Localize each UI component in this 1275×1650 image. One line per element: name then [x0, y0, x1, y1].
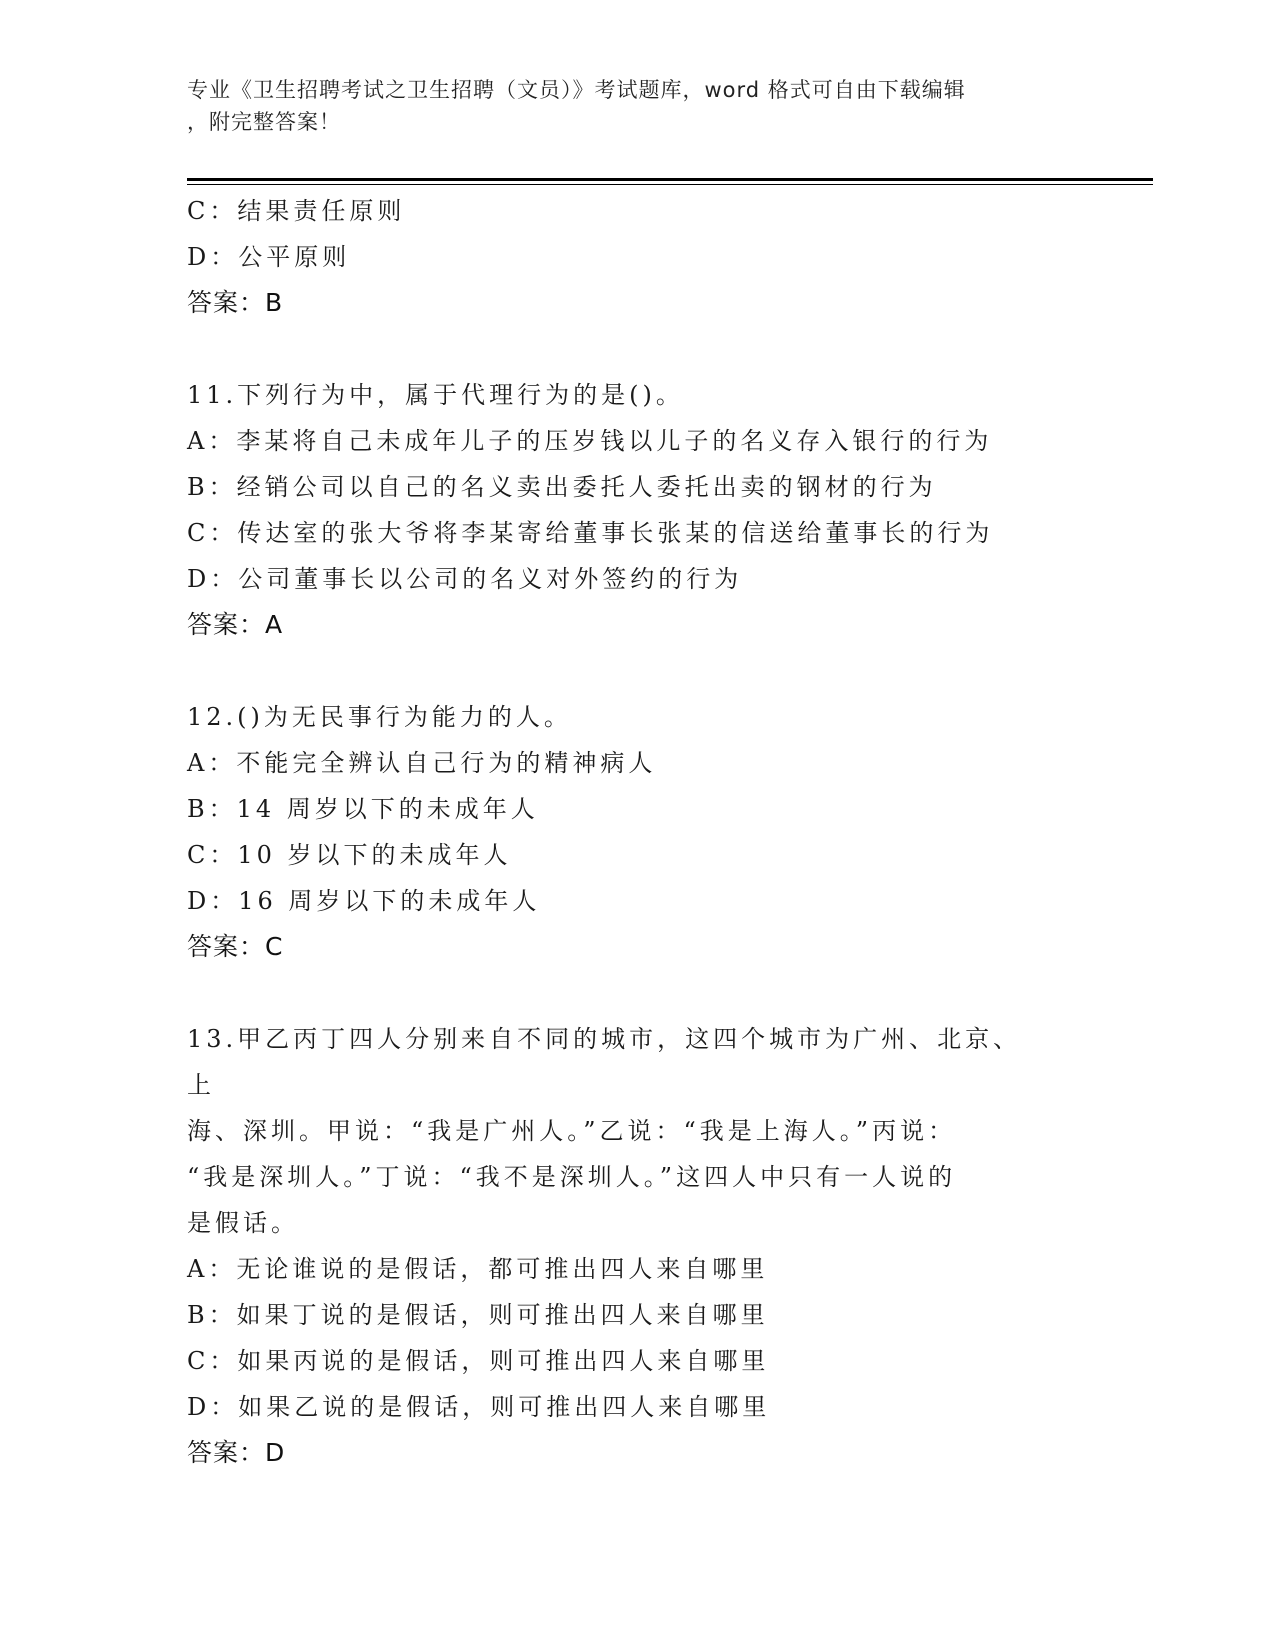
header-line-1: 专业《卫生招聘考试之卫生招聘（文员）》考试题库，word 格式可自由下载编辑 — [187, 78, 966, 102]
option-a: A：无论谁说的是假话，都可推出四人来自哪里 — [187, 1255, 769, 1283]
answer-line: 答案：B — [187, 288, 284, 317]
question-block-12 — [187, 694, 1087, 970]
question-block-11 — [187, 372, 1087, 648]
option-b: B：14 周岁以下的未成年人 — [187, 795, 539, 823]
question-text — [187, 694, 1047, 740]
option-c: C：10 岁以下的未成年人 — [187, 841, 512, 869]
question-text-line: 是假话。 — [187, 1209, 299, 1237]
question-block-13 — [187, 1016, 1087, 1476]
header-line-2: ，附完整答案！ — [187, 110, 341, 134]
option-c: C：结果责任原则 — [187, 197, 406, 225]
answer-line: 答案：D — [187, 1438, 286, 1467]
question-text-line: 13.甲乙丙丁四人分别来自不同的城市，这四个城市为广州、北京、上 — [187, 1025, 1022, 1099]
option-d: D：公平原则 — [187, 243, 351, 271]
option-b: B：如果丁说的是假话，则可推出四人来自哪里 — [187, 1301, 769, 1329]
question-text-line: “我是深圳人。”丁说：“我不是深圳人。”这四人中只有一人说的 — [187, 1163, 957, 1191]
question-text — [187, 1016, 1047, 1246]
option-c: C：传达室的张大爷将李某寄给董事长张某的信送给董事长的行为 — [187, 519, 994, 547]
spacer — [187, 326, 1087, 372]
question-text-line: 11.下列行为中，属于代理行为的是()。 — [187, 381, 684, 409]
option-a: A：李某将自己未成年儿子的压岁钱以儿子的名义存入银行的行为 — [187, 427, 993, 455]
option-c: C：如果丙说的是假话，则可推出四人来自哪里 — [187, 1347, 770, 1375]
option-b: B：经销公司以自己的名义卖出委托人委托出卖的钢材的行为 — [187, 473, 937, 501]
question-text — [187, 372, 1047, 418]
header-divider-thick — [187, 178, 1153, 181]
header-divider-thin — [187, 184, 1153, 185]
answer-line: 答案：A — [187, 610, 284, 639]
answer-line: 答案：C — [187, 932, 284, 961]
spacer — [187, 970, 1087, 1016]
spacer — [187, 648, 1087, 694]
option-d: D：如果乙说的是假话，则可推出四人来自哪里 — [187, 1393, 771, 1421]
question-text-line: 海、深圳。甲说：“我是广州人。”乙说：“我是上海人。”丙说： — [187, 1117, 957, 1145]
document-body — [187, 188, 1087, 1476]
document-header — [187, 74, 1087, 138]
option-d: D：公司董事长以公司的名义对外签约的行为 — [187, 565, 743, 593]
option-a: A：不能完全辨认自己行为的精神病人 — [187, 749, 657, 777]
question-text-line: 12.()为无民事行为能力的人。 — [187, 703, 572, 731]
prev-question-block — [187, 188, 1087, 326]
option-d: D：16 周岁以下的未成年人 — [187, 887, 541, 915]
